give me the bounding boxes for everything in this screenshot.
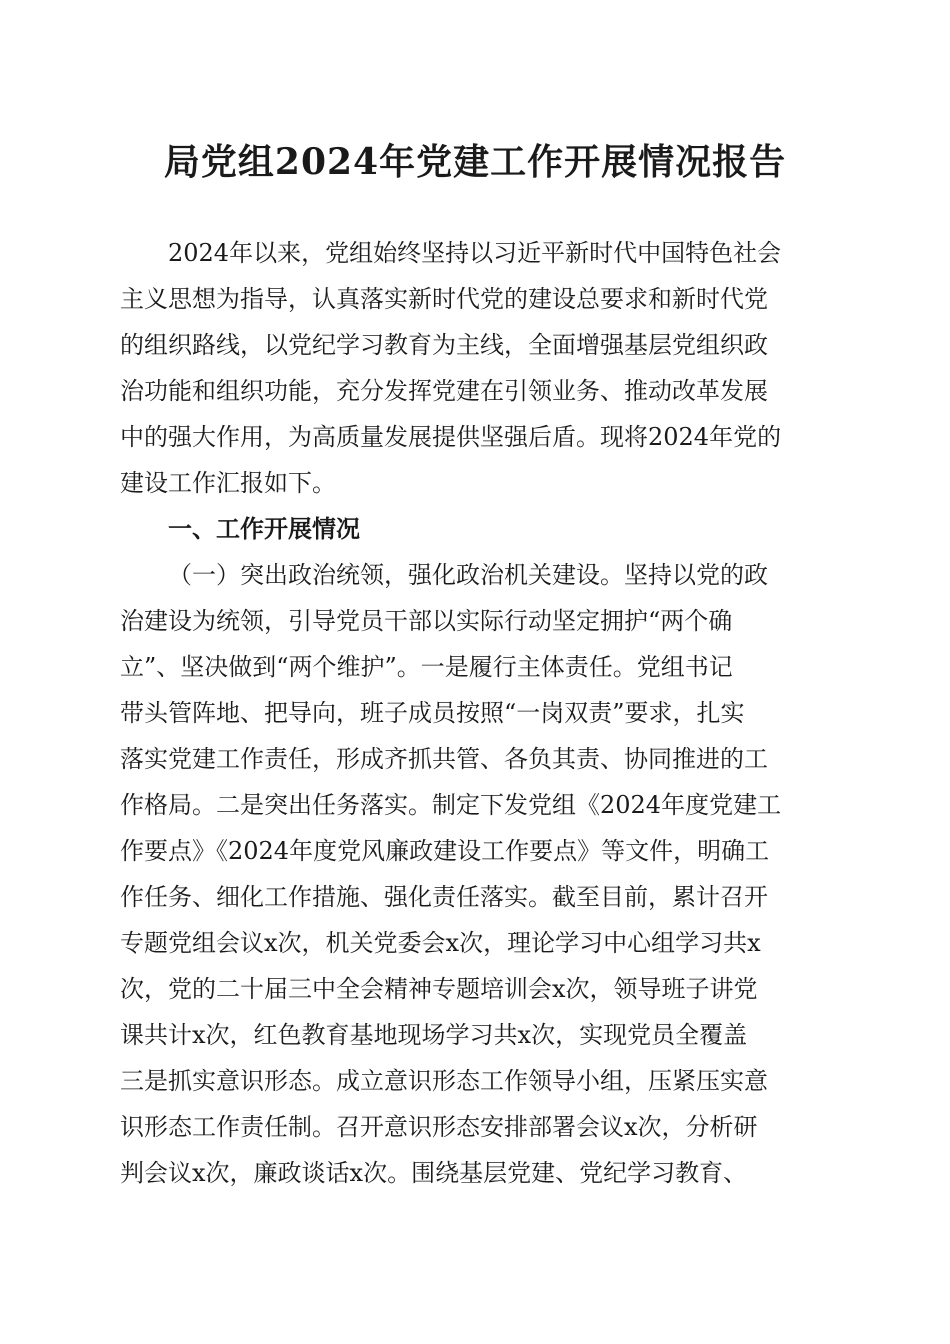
paragraph-line: 带头管阵地、把导向，班子成员按照“一岗双责”要求，扎实 — [120, 699, 745, 727]
paragraph-line: 2024年以来，党组始终坚持以习近平新时代中国特色社会 — [168, 239, 782, 267]
paragraph-line: 次，党的二十届三中全会精神专题培训会x次，领导班子讲党 — [120, 975, 758, 1003]
section-heading: 一、工作开展情况 — [168, 515, 360, 543]
paragraph-line: 主义思想为指导，认真落实新时代党的建设总要求和新时代党 — [120, 285, 768, 313]
paragraph-line: 识形态工作责任制。召开意识形态安排部署会议x次，分析研 — [120, 1113, 758, 1141]
paragraph-line: 建设工作汇报如下。 — [120, 469, 336, 497]
paragraph-line: 作要点》《2024年度党风廉政建设工作要点》等文件，明确工 — [120, 837, 770, 865]
paragraph-line: 判会议x次，廉政谈话x次。围绕基层党建、党纪学习教育、 — [120, 1159, 748, 1187]
paragraph-line: 治建设为统领，引导党员干部以实际行动坚定拥护“两个确 — [120, 607, 733, 635]
paragraph-line: 作格局。二是突出任务落实。制定下发党组《2024年度党建工 — [120, 791, 782, 819]
paragraph-line: 中的强大作用，为高质量发展提供坚强后盾。现将2024年党的 — [120, 423, 782, 451]
paragraph-line: 立”、坚决做到“两个维护”。一是履行主体责任。党组书记 — [120, 653, 733, 681]
paragraph-line: 落实党建工作责任，形成齐抓共管、各负其责、协同推进的工 — [120, 745, 768, 773]
paragraph-line: 三是抓实意识形态。成立意识形态工作领导小组，压紧压实意 — [120, 1067, 768, 1095]
paragraph-line: 课共计x次，红色教育基地现场学习共x次，实现党员全覆盖 — [120, 1021, 748, 1049]
paragraph-line: 治功能和组织功能，充分发挥党建在引领业务、推动改革发展 — [120, 377, 768, 405]
paragraph-line: 的组织路线，以党纪学习教育为主线，全面增强基层党组织政 — [120, 331, 768, 359]
document-title: 局党组2024年党建工作开展情况报告 — [163, 141, 787, 183]
paragraph-line: 作任务、细化工作措施、强化责任落实。截至目前，累计召开 — [120, 883, 768, 911]
paragraph-line: 专题党组会议x次，机关党委会x次，理论学习中心组学习共x — [120, 929, 761, 957]
paragraph-line: （一）突出政治统领，强化政治机关建设。坚持以党的政 — [168, 561, 768, 589]
